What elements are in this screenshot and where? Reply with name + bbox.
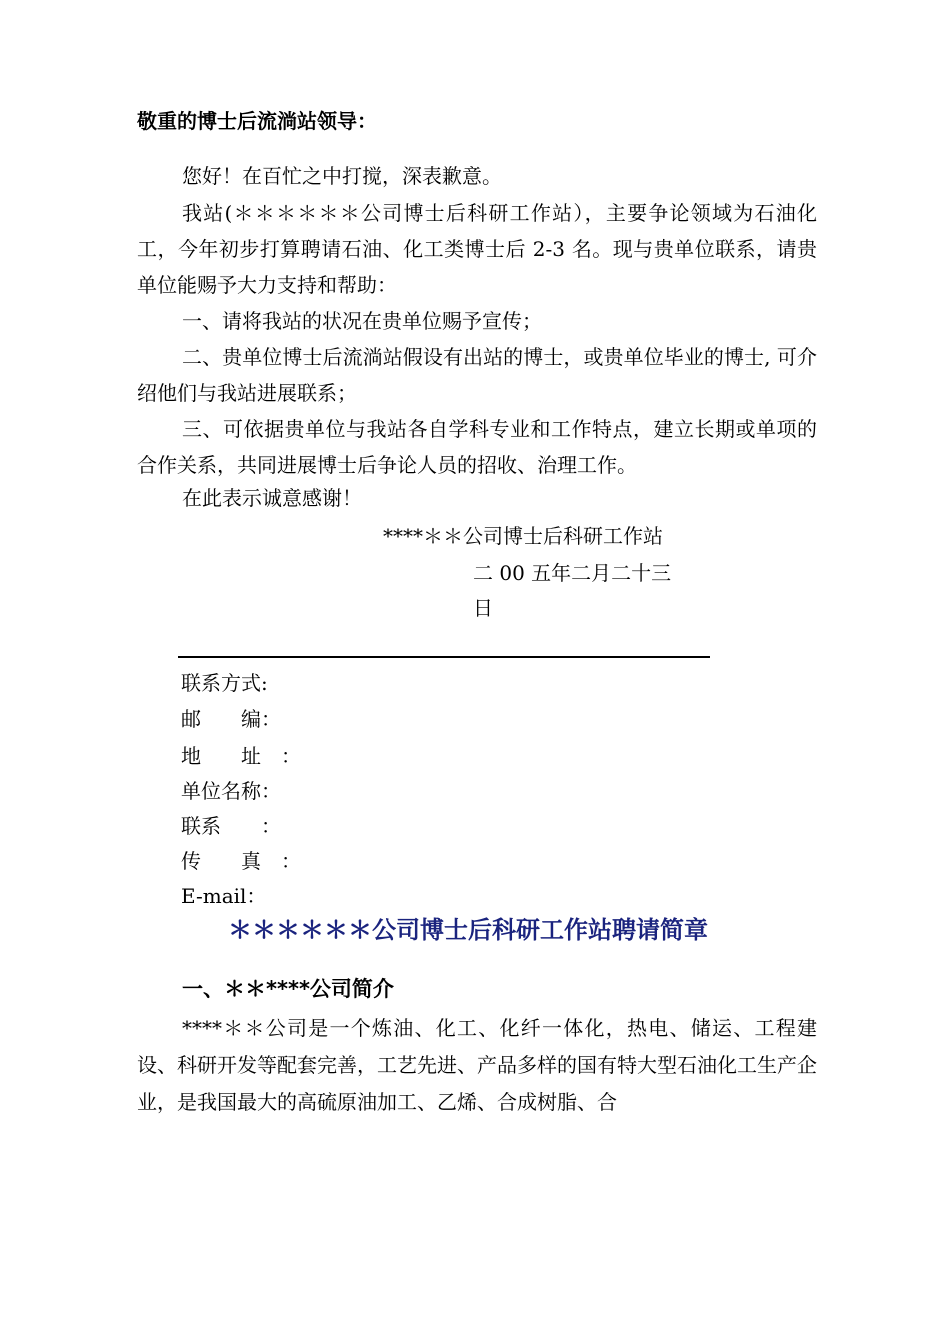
letter-paragraph-1: 您好！在百忙之中打搅，深表歉意。 [182,164,502,188]
signature-date-line-1: 二 00 五年二月二十三 [473,561,672,585]
letter-greeting: 敬重的博士后流淌站领导： [137,109,377,133]
contact-fax-label: 传 真 ： [181,849,301,873]
company-intro-paragraph: ****＊＊公司是一个炼油、化工、化纤一体化，热电、储运、工程建设、科研开发等配套完善，工艺先进、产品多样的国有特大型石油化工生产企业，是我国最大的高硫原油加工、乙烯、合成树脂、合 [137,1016,817,1114]
divider-line [178,656,710,658]
signature-organization: ****＊＊公司博士后科研工作站 [383,524,663,548]
contact-postcode-label: 邮 编： [181,707,281,731]
letter-paragraph-5: 三、可依据贵单位与我站各自学科专业和工作特点，建立长期或单项的合作关系，共同进展博士后争论人员的招收、治理工作。 [137,417,817,477]
contact-person-label: 联系 ： [181,814,281,838]
letter-paragraph-3: 一、请将我站的状况在贵单位赐予宣传； [182,309,542,333]
contact-email-label: E-mail： [181,884,267,908]
brochure-title: ＊＊＊＊＊＊公司博士后科研工作站聘请简章 [228,916,708,944]
letter-paragraph-4: 二、贵单位博士后流淌站假设有出站的博士，或贵单位毕业的博士, 可介绍他们与我站进展联系； [137,345,817,405]
contact-method-label: 联系方式: [181,671,268,695]
contact-address-label: 地 址 ： [181,744,301,768]
letter-paragraph-6: 在此表示诚意感谢！ [182,486,362,510]
section-heading-company-intro: 一、＊＊****公司简介 [182,977,394,1001]
signature-date-line-2: 日 [473,596,493,620]
contact-unit-name-label: 单位名称： [181,779,281,803]
letter-paragraph-2: 我站(＊＊＊＊＊＊公司博士后科研工作站），主要争论领域为石油化工，今年初步打算聘请石油、化工类博士后 2-3 名。现与贵单位联系，请贵单位能赐予大力支持和帮助： [137,201,817,297]
